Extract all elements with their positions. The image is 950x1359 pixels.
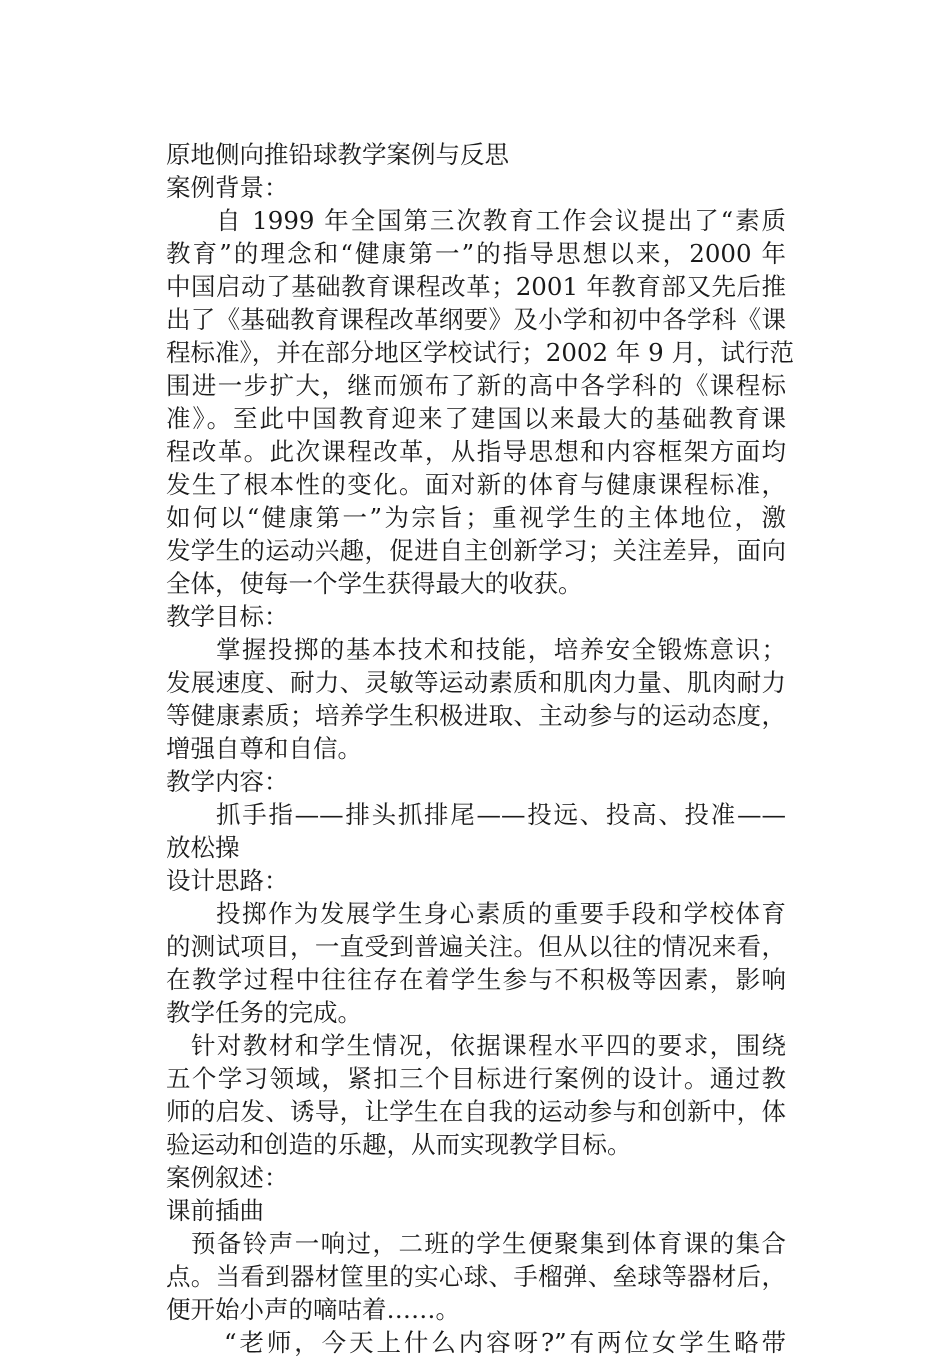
paragraph-background — [166, 204, 795, 600]
paragraph-narrative-2 — [166, 1326, 786, 1359]
paragraph-line: 预备铃声一响过，二班的学生便聚集到体育课的集合 — [191, 1229, 786, 1258]
paragraph-line: 五个学习领域，紧扣三个目标进行案例的设计。通过教 — [166, 1064, 786, 1093]
paragraph-line: 如何以“健康第一”为宗旨；重视学生的主体地位，激 — [166, 503, 786, 532]
paragraph-design-2 — [166, 1029, 786, 1161]
paragraph-line: 抓手指——排头抓排尾——投远、投高、投准—— — [216, 800, 786, 829]
section-heading-content: 教学内容： — [166, 767, 289, 796]
paragraph-line: 发生了根本性的变化。面对新的体育与健康课程标准， — [166, 470, 786, 499]
paragraph-line: 准》。至此中国教育迎来了建国以来最大的基础教育课 — [166, 404, 786, 433]
paragraph-line: 验运动和创造的乐趣，从而实现教学目标。 — [166, 1130, 632, 1159]
section-heading-goals: 教学目标： — [166, 602, 289, 631]
paragraph-content — [166, 798, 786, 864]
paragraph-goals — [166, 633, 786, 765]
paragraph-line: 程标准》，并在部分地区学校试行；2002 年 9 月，试行范 — [166, 338, 795, 367]
paragraph-line: 全体，使每一个学生获得最大的收获。 — [166, 569, 583, 598]
paragraph-line: 等健康素质；培养学生积极进取、主动参与的运动态度， — [166, 701, 786, 730]
paragraph-line: 围进一步扩大，继而颁布了新的高中各学科的《课程标 — [166, 371, 786, 400]
paragraph-line: 师的启发、诱导，让学生在自我的运动参与和创新中，体 — [166, 1097, 786, 1126]
paragraph-line: 的测试项目，一直受到普遍关注。但从以往的情况来看， — [166, 932, 786, 961]
paragraph-narrative-1 — [166, 1227, 786, 1326]
paragraph-line: 针对教材和学生情况，依据课程水平四的要求，围绕 — [191, 1031, 786, 1060]
paragraph-line: 投掷作为发展学生身心素质的重要手段和学校体育 — [216, 899, 786, 928]
paragraph-line: 放松操 — [166, 833, 240, 862]
paragraph-line: “老师，今天上什么内容呀?”有两位女学生略带 — [224, 1328, 786, 1357]
paragraph-line: 中国启动了基础教育课程改革；2001 年教育部又先后推 — [166, 272, 786, 301]
section-heading-background: 案例背景： — [166, 173, 289, 202]
document-title: 原地侧向推铅球教学案例与反思 — [166, 140, 509, 169]
paragraph-line: 教育”的理念和“健康第一”的指导思想以来，2000 年 — [166, 239, 786, 268]
paragraph-line: 教学任务的完成。 — [166, 998, 362, 1027]
paragraph-design-1 — [166, 897, 786, 1029]
paragraph-line: 程改革。此次课程改革，从指导思想和内容框架方面均 — [166, 437, 786, 466]
paragraph-line: 点。当看到器材筐里的实心球、手榴弹、垒球等器材后， — [166, 1262, 786, 1291]
paragraph-line: 自 1999 年全国第三次教育工作会议提出了“素质 — [216, 206, 786, 235]
paragraph-line: 发学生的运动兴趣，促进自主创新学习；关注差异，面向 — [166, 536, 786, 565]
document-page — [166, 138, 795, 1359]
paragraph-line: 发展速度、耐力、灵敏等运动素质和肌肉力量、肌肉耐力 — [166, 668, 786, 697]
subheading-prelude: 课前插曲 — [166, 1196, 264, 1225]
section-heading-design: 设计思路： — [166, 866, 289, 895]
section-heading-narrative: 案例叙述： — [166, 1163, 289, 1192]
paragraph-line: 便开始小声的嘀咕着……。 — [166, 1295, 460, 1324]
paragraph-line: 在教学过程中往往存在着学生参与不积极等因素，影响 — [166, 965, 786, 994]
paragraph-line: 出了《基础教育课程改革纲要》及小学和初中各学科《课 — [166, 305, 786, 334]
paragraph-line: 掌握投掷的基本技术和技能，培养安全锻炼意识； — [216, 635, 786, 664]
paragraph-line: 增强自尊和自信。 — [166, 734, 362, 763]
